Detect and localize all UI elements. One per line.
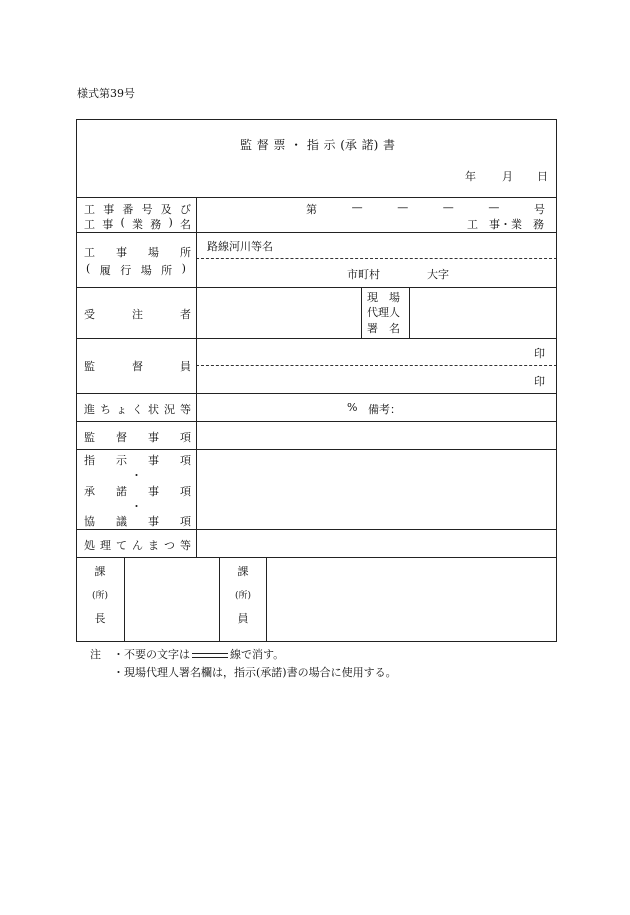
consultation-items-label: 協 議 事 項	[84, 515, 191, 528]
seal-mark: 印	[534, 375, 545, 388]
supervision-items-label: 監 督 事 項	[84, 431, 191, 444]
remarks-label: 備考：	[368, 403, 401, 416]
construction-number-label: 工 事 番 号 及 び	[84, 203, 191, 216]
supervisor-label: 監 督 員	[84, 360, 191, 373]
date-year: 年	[465, 170, 476, 183]
district-label: 大字	[427, 268, 449, 281]
municipality-label: 市町村	[347, 268, 380, 281]
construction-name-label: 工 事 ( 業 務 ) 名	[84, 216, 191, 231]
disposal-label: 処 理 て ん ま つ 等	[84, 539, 191, 552]
progress-label: 進 ち ょ く 状 況 等	[84, 403, 191, 416]
construction-number-field: 第 — — — — 号	[306, 201, 545, 216]
notes-prefix: 注	[90, 648, 101, 661]
seal-mark: 印	[534, 347, 545, 360]
form-title: 監 督 票 ・ 指 示 (承 諾) 書	[240, 138, 395, 152]
separator-dot: ・	[131, 500, 142, 513]
section-staff-label: 課 (所) 員	[234, 565, 252, 625]
construction-type: 工 事・業 務	[467, 218, 544, 231]
performance-location-label: ( 履 行 場 所 )	[86, 262, 186, 277]
contractor-label: 受 注 者	[84, 308, 191, 321]
date-day: 日	[537, 170, 548, 183]
approval-items-label: 承 諾 事 項	[84, 485, 191, 498]
separator-dot: ・	[131, 469, 142, 482]
double-strike-line-icon	[192, 653, 228, 658]
percent-sign: %	[347, 401, 358, 414]
site-agent-label-2: 代理人	[367, 306, 400, 319]
location-label: 工 事 場 所	[84, 246, 191, 259]
section-chief-label: 課 (所) 長	[91, 565, 109, 625]
route-river-label: 路線河川等名	[207, 240, 273, 253]
note-2: ・現場代理人署名欄は，指示(承諾)書の場合に使用する。	[113, 666, 397, 679]
date-month: 月	[502, 170, 513, 183]
site-agent-label-1: 現 場	[367, 291, 400, 304]
form-number: 様式第39号	[77, 87, 135, 100]
note-1: ・不要の文字は 線で消す。	[113, 648, 285, 661]
site-agent-label-3: 署 名	[367, 322, 400, 335]
instruction-items-label: 指 示 事 項	[84, 454, 191, 467]
